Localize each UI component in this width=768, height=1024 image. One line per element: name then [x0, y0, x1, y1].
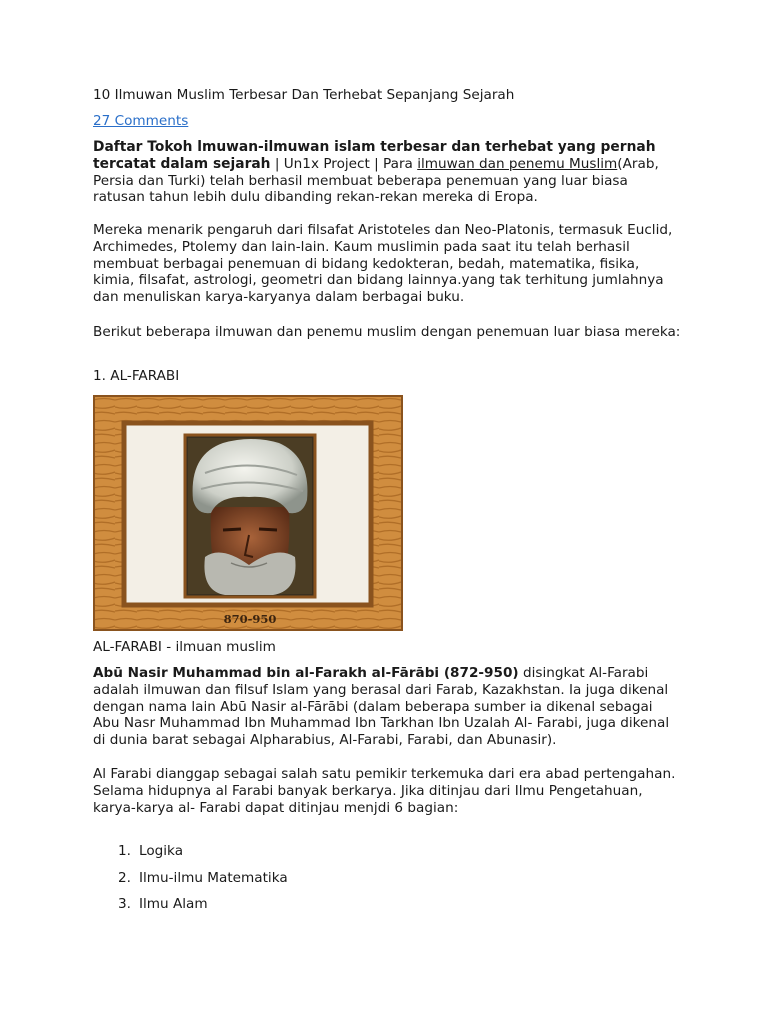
list-item-number: 3. [118, 896, 131, 912]
list-item-label: Logika [139, 843, 184, 859]
paragraph-list-intro: Berikut beberapa ilmuwan dan penemu muslim dengan penemuan luar biasa mereka: [93, 324, 681, 340]
works-list [93, 843, 288, 923]
list-item [93, 896, 288, 923]
intro-link-ilmuwan[interactable]: ilmuwan dan penemu Muslim [417, 155, 618, 172]
image-caption: AL-FARABI - ilmuan muslim [93, 639, 276, 655]
list-item-number: 2. [118, 869, 131, 886]
comments-link[interactable]: 27 Comments [93, 113, 189, 129]
portrait-years-label: 870-950 [223, 612, 277, 626]
paragraph-influence: Mereka menarik pengaruh dari filsafat Aristoteles dan Neo-Platonis, termasuk Euclid, Archimedes, Ptolemy dan lain-lain. Kaum muslimin pada saat itu telah berhasil membuat berbagai penemuan di bidang kedokteran, bedah, matematika, fisika, kimia, filsafat, astrologi, geometri dan bidang lainnya.yang tak terhitung jumlahnya dan menuliskan karya-karyanya dalam berbagai buku. [93, 222, 673, 306]
list-item [93, 843, 288, 870]
paragraph-works: Al Farabi dianggap sebagai salah satu pemikir terkemuka dari era abad pertengahan. Selama hidupnya al Farabi banyak berkarya. Jika ditinjau dari Ilmu Pengetahuan, karya-karya al- Farabi dapat ditinjau menjdi 6 bagian: [93, 766, 676, 816]
intro-text-source: | Un1x Project | Para [270, 155, 418, 172]
list-item [93, 870, 288, 897]
list-item-number: 1. [118, 843, 131, 859]
intro-bold-heading: Daftar Tokoh lmuwan-ilmuwan islam terbesar dan terhebat yang pernah tercatat dalam sejarah [93, 139, 656, 172]
al-farabi-portrait-image [93, 395, 403, 631]
intro-text-rest: (Arab, Persia dan Turki) telah berhasil membuat beberapa penemuan yang luar biasa ratusan tahun lebih dulu dibanding rekan-rekan mereka di Eropa. [93, 155, 659, 206]
al-farabi-full-name: Abū Nasir Muhammad bin al-Farakh al-Fārābi (872-950) [93, 665, 519, 681]
list-item-label: Ilmu-ilmu Matematika [139, 869, 288, 886]
paragraph-al-farabi-bio [93, 665, 683, 749]
document-title: 10 Ilmuwan Muslim Terbesar Dan Terhebat Sepanjang Sejarah [93, 87, 515, 103]
intro-paragraph [93, 139, 683, 206]
list-item-label: Ilmu Alam [139, 896, 208, 912]
section-heading-al-farabi: 1. AL-FARABI [93, 368, 180, 384]
al-farabi-bio-text: disingkat Al-Farabi adalah ilmuwan dan filsuf Islam yang berasal dari Farab, Kazakhstan. Ia juga dikenal dengan nama lain Abū Nasir al-Fārābi (dalam beberapa sumber ia dikenal sebagai Abu Nasr Muhammad Ibn Muhammad Ibn Tarkhan Ibn Uzalah Al- Farabi, juga dikenal di dunia barat sebagai Alpharabius, Al-Farabi, Farabi, dan Abunasir). [93, 665, 670, 749]
